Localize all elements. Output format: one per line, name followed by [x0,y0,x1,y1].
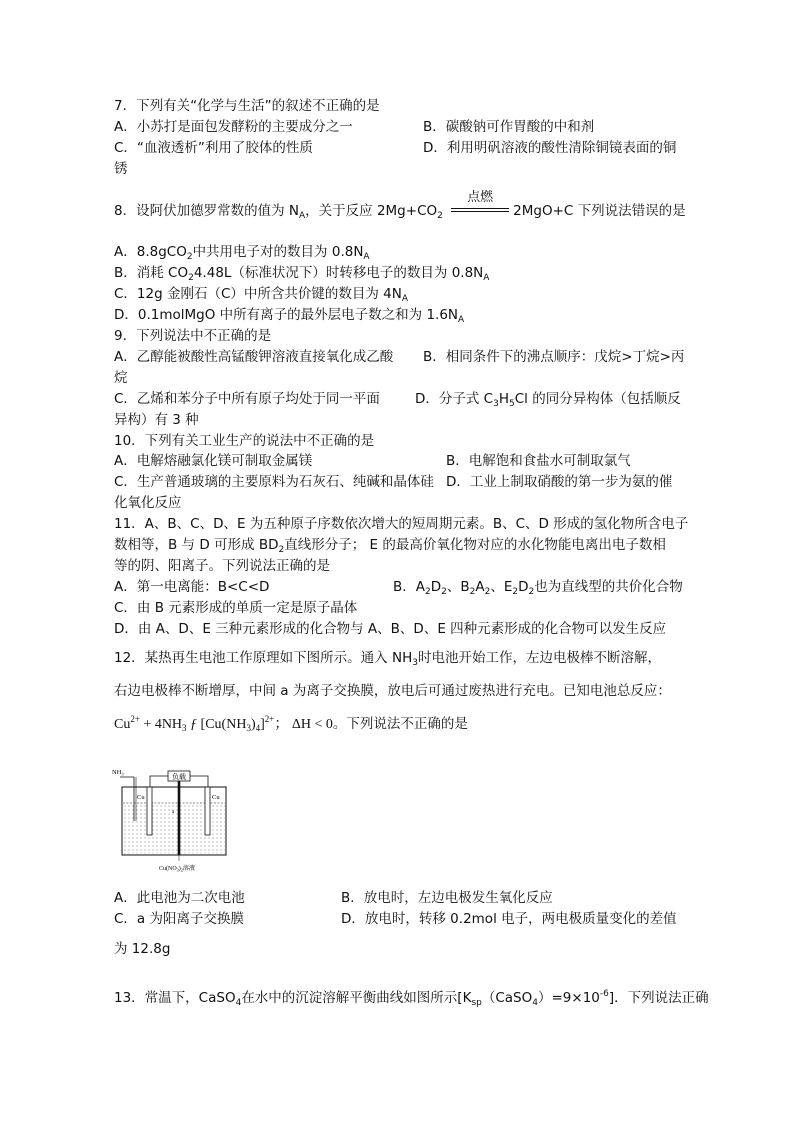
q10-option-c: C．生产普通玻璃的主要原料为石灰石、纯碱和晶体硅 [114,474,434,490]
load-label: 负载 [172,773,186,781]
wire-right [190,776,208,787]
membrane-label: a [172,810,175,815]
q11-stem-line2: 数相等，B 与 D 可形成 $BD_2$直线形分子； E 的最高价氧化物对应的水化物能电离出电子数相 [114,537,666,555]
q10-option-d-cont: 化氧化反应 [114,495,182,511]
solution-label: $Cu(NO_3)_2$溶液 [159,866,195,873]
q12-equation: $Cu^{2+} + 4NH_3$ ƒ $[Cu(NH_3)_4]^{2+}$； ΔH < 0。下列说法不正确的是 [114,714,468,733]
q8-stem: 8．设阿伏加德罗常数的值为 $N_A$，关于反应 $2Mg+CO_2$ 点燃 2MgO+C 下列说法错误的是 [114,190,686,221]
battery-diagram [112,765,232,875]
q11-option-d: D．由 A、D、E 三种元素形成的化合物与 A、B、D、E 四种元素形成的化合物可以发生反应 [114,621,667,637]
q10-option-d: D．工业上制取硝酸的第一步为氨的催 [446,474,673,490]
q11-option-c: C．由 B 元素形成的单质一定是原子晶体 [114,600,358,616]
q12-stem-line2: 右边电极棒不断增厚，中间 a 为离子交换膜，放电后可通过废热进行充电。已知电池总反应： [114,683,671,699]
q12-option-d: D．放电时，转移 0.2mol 电子，两电极质量变化的差值 [341,911,677,927]
cu-right-label: Cu [212,794,220,801]
q10-option-b: B．电解饱和食盐水可制取氯气 [446,453,631,469]
q10-option-a: A．电解熔融氯化镁可制取金属镁 [114,453,313,469]
q13-stem: 13．常温下，CaSO$_4$在水中的沉淀溶解平衡曲线如图所示$[K_{sp}(CaSO_4)=9\times 10^{-6}]$．下列说法正确 [114,989,709,1008]
q12-option-b: B．放电时，左边电极发生氧化反应 [341,890,553,906]
q11-stem-line1: 11．A、B、C、D、E 为五种原子序数依次增大的短周期元素。B、C、D 形成的氢化物所含电子 [114,516,689,532]
q11-option-a: A．第一电离能：B<C<D [114,579,270,595]
reaction-condition: 点燃 [467,190,494,205]
q11-stem-line3: 等的阴、阳离子。下列说法正确的是 [114,558,330,574]
q7-option-c: C．“血液透析”利用了胶体的性质 [114,140,313,156]
q9-stem: 9．下列说法中不正确的是 [114,328,272,344]
right-electrode [205,787,210,835]
q9-option-d: D．分子式 $C_3H_5Cl$ 的同分异构体（包括顺反 [415,391,681,409]
wire-left [150,776,168,787]
q12-option-c: C．a 为阳离子交换膜 [114,911,244,927]
q12-option-a: A．此电池为二次电池 [114,890,245,906]
q7-option-a: A．小苏打是面包发酵粉的主要成分之一 [114,119,353,135]
cu-left-label: Cu [137,794,145,801]
nh3-label: $NH_3$ [112,769,124,777]
q7-stem: 7．下列有关“化学与生活”的叙述不正确的是 [114,98,380,114]
q9-option-a: A．乙醇能被酸性高锰酸钾溶液直接氧化成乙酸 [114,349,394,365]
q7-option-b: B．碳酸钠可作胃酸的中和剂 [423,119,595,135]
q9-option-b-cont: 烷 [114,370,128,386]
reaction-condition-equals [449,190,511,218]
q12-stem-line1: 12．某热再生电池工作原理如下图所示。通入 $NH_3$时电池开始工作，左边电极棒不断溶解， [114,650,661,668]
q10-stem: 10．下列有关工业生产的说法中不正确的是 [114,433,375,449]
q8-option-c: C．12g 金刚石（C）中所含共价键的数目为 $4N_A$ [114,286,409,304]
left-electrode [147,787,152,835]
q7-option-d-cont: 锈 [114,161,128,177]
q12-option-d-cont: 为 12.8g [114,941,171,957]
q7-option-d: D．利用明矾溶液的酸性清除铜镜表面的铜 [423,140,677,156]
q8-option-b: B．消耗 $CO_24.48L$（标准状况下）时转移电子的数目为 $0.8N_A$ [114,265,490,283]
q8-option-a: A．8.8gCO$_2$中共用电子对的数目为 $0.8N_A$ [114,244,370,262]
q11-option-b: B．$A_2D_2$、$B_2A_2$、$E_2D_2$也为直线型的共价化合物 [393,579,683,597]
q9-option-b: B．相同条件下的沸点顺序：戊烷>丁烷>丙 [423,349,685,365]
q8-option-d: D．0.1molMgO 中所有离子的最外层电子数之和为 $1.6N_A$ [114,307,465,325]
q9-option-d-cont: 异构）有 3 种 [114,412,199,428]
q9-option-c: C．乙烯和苯分子中所有原子均处于同一平面 [114,391,380,407]
